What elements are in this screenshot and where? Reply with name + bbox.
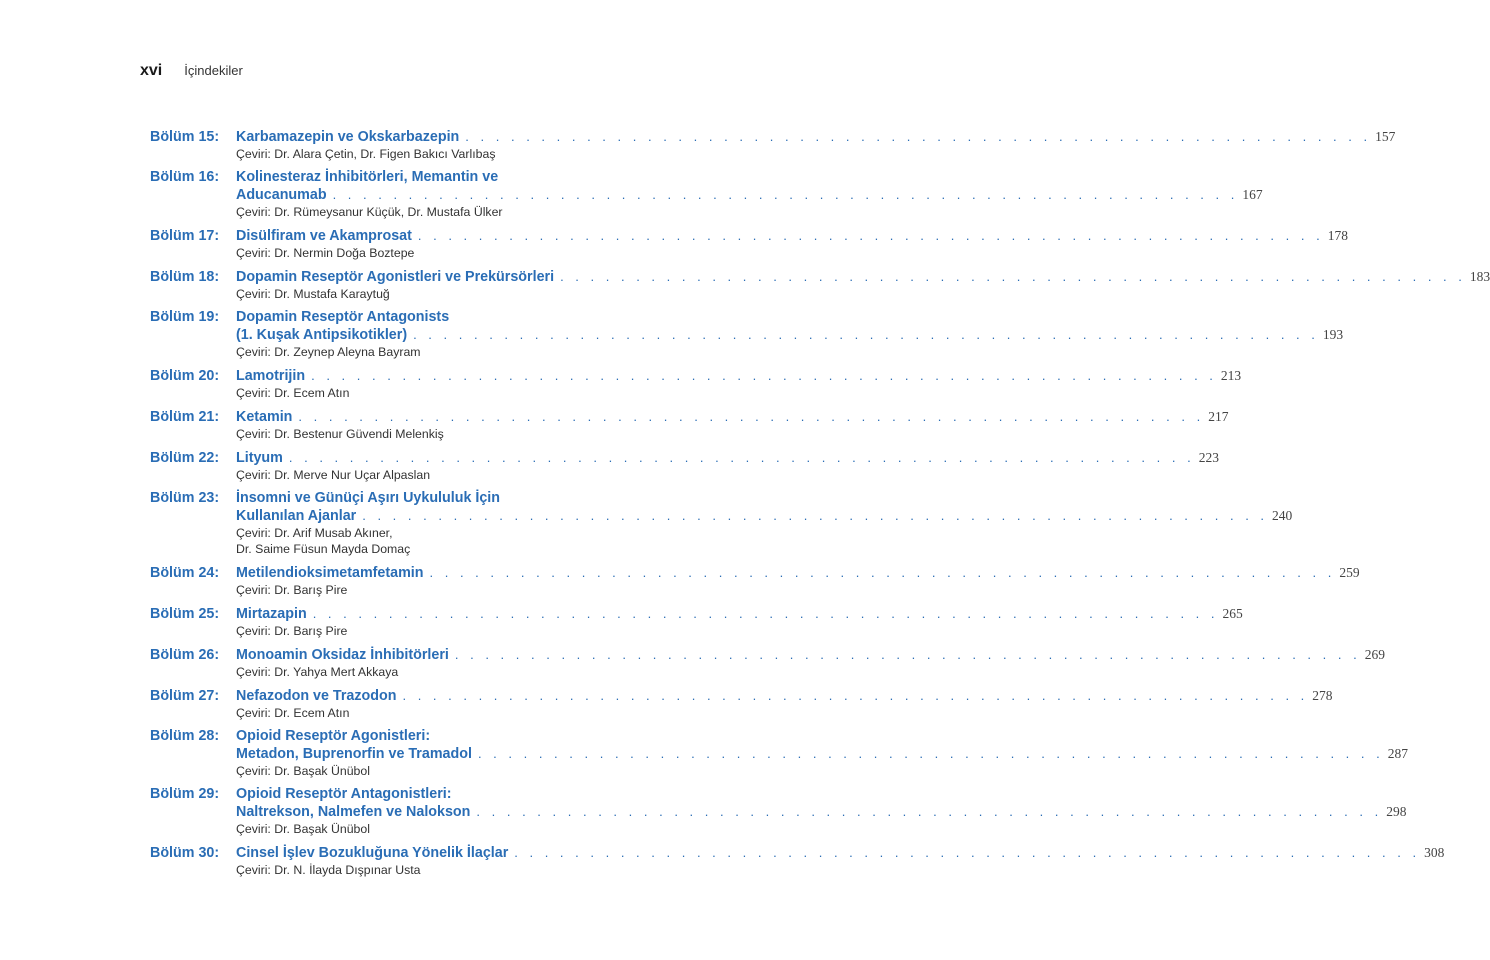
translator-credit: Çeviri: Dr. Alara Çetin, Dr. Figen Bakıcı Varlıbaş xyxy=(236,147,496,161)
chapter-title[interactable]: Opioid Reseptör Agonistleri: xyxy=(236,728,431,744)
chapter-number: Bölüm 15: xyxy=(150,129,220,145)
page-number-ref: 157 xyxy=(1375,129,1396,144)
chapter-title[interactable]: Kolinesteraz İnhibitörleri, Memantin ve xyxy=(236,169,499,185)
page-number-ref: 178 xyxy=(1327,228,1348,243)
page-number: xvi xyxy=(140,62,163,79)
dot-leader: . . . . . . . . . . . . . . . . . . . . . . . . . . . . . . . . . . . . . . . . . . . . . . . . . . . . . . . . . . . . xyxy=(311,368,1217,383)
chapter-number: Bölüm 16: xyxy=(150,169,220,185)
chapter-title[interactable]: Dopamin Reseptör Agonistleri ve Prekürsörleri xyxy=(236,269,555,285)
page-header xyxy=(140,62,243,80)
translator-credit: Çeviri: Dr. Ecem Atın xyxy=(236,386,350,400)
chapter-title[interactable]: Metadon, Buprenorfin ve Tramadol xyxy=(236,746,472,762)
chapter-title[interactable]: Aducanumab xyxy=(236,187,327,203)
dot-leader: . . . . . . . . . . . . . . . . . . . . . . . . . . . . . . . . . . . . . . . . . . . . . . . . . . . . . . . . . . . . xyxy=(429,565,1336,580)
toc-entry[interactable] xyxy=(150,449,1219,483)
chapter-number: Bölüm 24: xyxy=(150,565,220,581)
chapter-title[interactable]: Kullanılan Ajanlar xyxy=(236,508,357,524)
toc-entry[interactable] xyxy=(150,408,1229,442)
chapter-number: Bölüm 28: xyxy=(150,728,220,744)
translator-credit: Çeviri: Dr. Zeynep Aleyna Bayram xyxy=(236,345,421,359)
chapter-number: Bölüm 17: xyxy=(150,228,220,244)
page-number-ref: 287 xyxy=(1387,746,1408,761)
chapter-title[interactable]: İnsomni ve Günüçi Aşırı Uykululuk İçin xyxy=(236,490,501,506)
chapter-title[interactable]: Monoamin Oksidaz İnhibitörleri xyxy=(236,647,449,663)
chapter-title[interactable]: Opioid Reseptör Antagonistleri: xyxy=(236,786,452,802)
translator-credit: Çeviri: Dr. Başak Ünübol xyxy=(236,764,370,778)
dot-leader: . . . . . . . . . . . . . . . . . . . . . . . . . . . . . . . . . . . . . . . . . . . . . . . . . . . . . . . . . . . . xyxy=(476,804,1383,819)
chapter-title[interactable]: Nefazodon ve Trazodon xyxy=(236,688,397,704)
page-number-ref: 278 xyxy=(1312,688,1333,703)
dot-leader: . . . . . . . . . . . . . . . . . . . . . . . . . . . . . . . . . . . . . . . . . . . . . . . . . . . . . . . . . . . . xyxy=(402,688,1309,703)
chapter-number: Bölüm 21: xyxy=(150,409,220,425)
chapter-number: Bölüm 25: xyxy=(150,606,220,622)
running-title: İçindekiler xyxy=(184,63,243,78)
chapter-title[interactable]: Cinsel İşlev Bozukluğuna Yönelik İlaçlar xyxy=(236,845,509,861)
dot-leader: . . . . . . . . . . . . . . . . . . . . . . . . . . . . . . . . . . . . . . . . . . . . . . . . . . . . . . . . . . . . xyxy=(288,450,1195,465)
page-number-ref: 269 xyxy=(1364,647,1385,662)
translator-credit: Çeviri: Dr. Rümeysanur Küçük, Dr. Mustafa Ülker xyxy=(236,205,503,219)
dot-leader: . . . . . . . . . . . . . . . . . . . . . . . . . . . . . . . . . . . . . . . . . . . . . . . . . . . . . . . . . . . . xyxy=(465,129,1372,144)
page-number-ref: 259 xyxy=(1339,565,1360,580)
dot-leader: . . . . . . . . . . . . . . . . . . . . . . . . . . . . . . . . . . . . . . . . . . . . . . . . . . . . . . . . . . . . xyxy=(560,269,1466,284)
translator-credit: Çeviri: Dr. Nermin Doğa Boztepe xyxy=(236,246,415,260)
dot-leader: . . . . . . . . . . . . . . . . . . . . . . . . . . . . . . . . . . . . . . . . . . . . . . . . . . . . . . . . . . . . xyxy=(312,606,1219,621)
page-number-ref: 193 xyxy=(1322,327,1344,342)
toc-entry[interactable] xyxy=(150,687,1333,721)
page-number-ref: 213 xyxy=(1220,368,1242,383)
table-of-contents xyxy=(150,128,1490,885)
chapter-number: Bölüm 29: xyxy=(150,786,220,802)
chapter-number: Bölüm 22: xyxy=(150,450,220,466)
chapter-number: Bölüm 19: xyxy=(150,309,220,325)
chapter-title[interactable]: Metilendioksimetamfetamin xyxy=(236,565,424,581)
chapter-number: Bölüm 27: xyxy=(150,688,220,704)
toc-entry[interactable] xyxy=(150,564,1360,598)
translator-credit: Çeviri: Dr. Arif Musab Akıner, xyxy=(236,526,393,540)
toc-entry[interactable] xyxy=(150,786,1407,837)
page-number-ref: 298 xyxy=(1386,804,1407,819)
chapter-title[interactable]: Lamotrijin xyxy=(236,368,306,384)
translator-credit: Çeviri: Dr. Mustafa Karaytuğ xyxy=(236,287,390,301)
chapter-title[interactable]: Dopamin Reseptör Antagonists xyxy=(236,309,450,325)
dot-leader: . . . . . . . . . . . . . . . . . . . . . . . . . . . . . . . . . . . . . . . . . . . . . . . . . . . . . . . . . . . . xyxy=(454,647,1361,662)
chapter-number: Bölüm 18: xyxy=(150,269,220,285)
translator-credit: Çeviri: Dr. Yahya Mert Akkaya xyxy=(236,665,399,679)
dot-leader: . . . . . . . . . . . . . . . . . . . . . . . . . . . . . . . . . . . . . . . . . . . . . . . . . . . . . . . . . . . . xyxy=(477,746,1384,761)
chapter-title[interactable]: (1. Kuşak Antipsikotikler) xyxy=(236,327,408,343)
chapter-title[interactable]: Naltrekson, Nalmefen ve Nalokson xyxy=(236,804,471,820)
dot-leader: . . . . . . . . . . . . . . . . . . . . . . . . . . . . . . . . . . . . . . . . . . . . . . . . . . . . . . . . . . . . xyxy=(413,327,1319,342)
toc-entry[interactable] xyxy=(150,268,1490,302)
toc-entry[interactable] xyxy=(150,844,1445,878)
translator-credit: Çeviri: Dr. Ecem Atın xyxy=(236,706,350,720)
toc-entry[interactable] xyxy=(150,169,1263,220)
chapter-title[interactable]: Disülfiram ve Akamprosat xyxy=(236,228,412,244)
toc-entry[interactable] xyxy=(150,728,1408,779)
chapter-title[interactable]: Ketamin xyxy=(236,409,293,425)
dot-leader: . . . . . . . . . . . . . . . . . . . . . . . . . . . . . . . . . . . . . . . . . . . . . . . . . . . . . . . . . . . . xyxy=(417,228,1324,243)
chapter-number: Bölüm 26: xyxy=(150,647,220,663)
dot-leader: . . . . . . . . . . . . . . . . . . . . . . . . . . . . . . . . . . . . . . . . . . . . . . . . . . . . . . . . . . . . xyxy=(362,508,1269,523)
chapter-title[interactable]: Mirtazapin xyxy=(236,606,307,622)
toc-entry[interactable] xyxy=(150,227,1348,261)
toc-entry[interactable] xyxy=(150,646,1385,680)
dot-leader: . . . . . . . . . . . . . . . . . . . . . . . . . . . . . . . . . . . . . . . . . . . . . . . . . . . . . . . . . . . . xyxy=(332,187,1239,202)
toc-entry[interactable] xyxy=(150,367,1242,401)
translator-credit: Çeviri: Dr. Barış Pire xyxy=(236,583,348,597)
page-number-ref: 308 xyxy=(1424,845,1445,860)
page-number-ref: 240 xyxy=(1272,508,1293,523)
page-number-ref: 167 xyxy=(1242,187,1263,202)
translator-credit: Çeviri: Dr. Bestenur Güvendi Melenkiş xyxy=(236,427,444,441)
toc-entry[interactable] xyxy=(150,605,1243,639)
chapter-number: Bölüm 20: xyxy=(150,368,220,384)
chapter-title[interactable]: Lityum xyxy=(236,450,283,466)
chapter-number: Bölüm 30: xyxy=(150,845,220,861)
page-number-ref: 217 xyxy=(1208,409,1229,424)
page-number-ref: 265 xyxy=(1222,606,1243,621)
dot-leader: . . . . . . . . . . . . . . . . . . . . . . . . . . . . . . . . . . . . . . . . . . . . . . . . . . . . . . . . . . . . xyxy=(298,409,1205,424)
toc-entry[interactable] xyxy=(150,128,1396,162)
chapter-title[interactable]: Karbamazepin ve Okskarbazepin xyxy=(236,129,460,145)
page-number-ref: 223 xyxy=(1198,450,1219,465)
translator-credit: Çeviri: Dr. Barış Pire xyxy=(236,624,348,638)
translator-credit: Çeviri: Dr. Merve Nur Uçar Alpaslan xyxy=(236,468,431,482)
translator-credit: Çeviri: Dr. N. İlayda Dışpınar Usta xyxy=(236,863,421,877)
toc-entry[interactable] xyxy=(150,490,1293,557)
translator-credit: Dr. Saime Füsun Mayda Domaç xyxy=(236,542,411,556)
toc-entry[interactable] xyxy=(150,309,1344,360)
page-number-ref: 183 xyxy=(1469,269,1490,284)
chapter-number: Bölüm 23: xyxy=(150,490,220,506)
dot-leader: . . . . . . . . . . . . . . . . . . . . . . . . . . . . . . . . . . . . . . . . . . . . . . . . . . . . . . . . . . . . xyxy=(514,845,1421,860)
translator-credit: Çeviri: Dr. Başak Ünübol xyxy=(236,822,370,836)
